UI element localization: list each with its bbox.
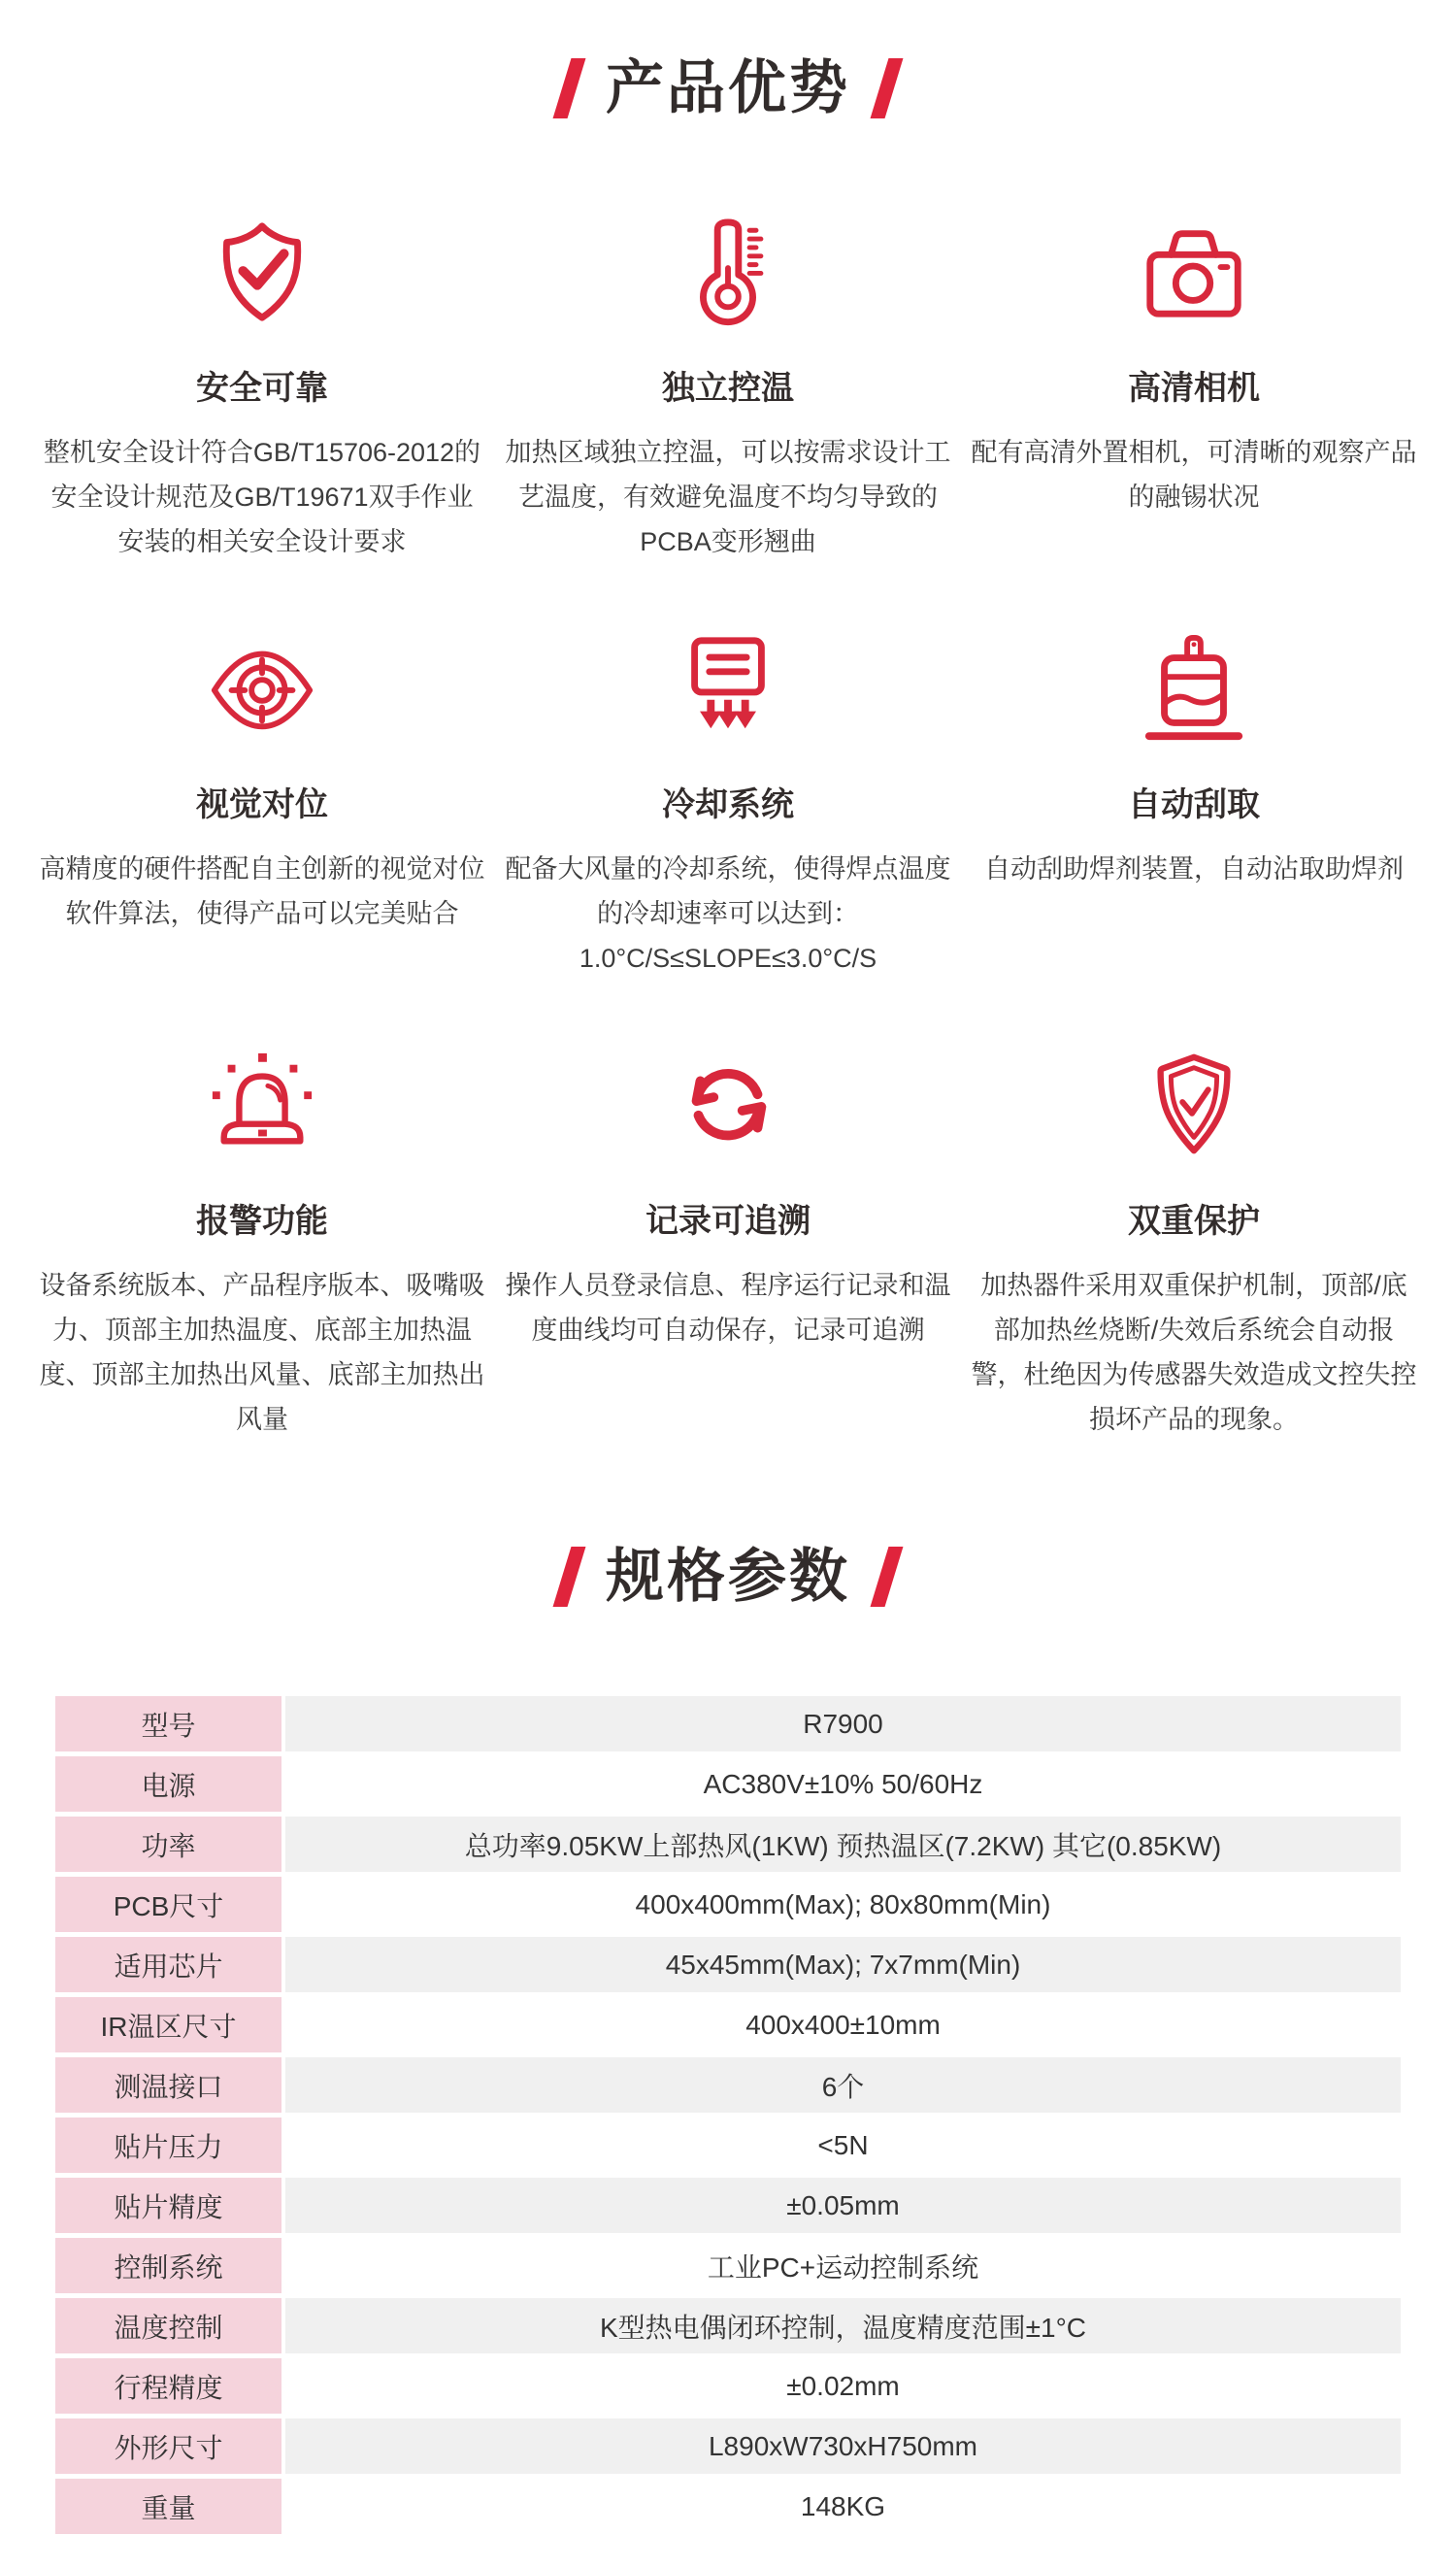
spec-label: 贴片精度: [55, 2178, 281, 2233]
spec-row: [55, 1877, 1401, 1932]
spec-row: [55, 1756, 1401, 1812]
spec-row: [55, 2418, 1401, 2474]
spec-value: R7900: [285, 1696, 1401, 1751]
camera-icon: [961, 208, 1427, 336]
feature-desc: 配有高清外置相机，可清晰的观察产品的融锡状况: [971, 438, 1417, 512]
spec-value: K型热电偶闭环控制，温度精度范围±1°C: [285, 2298, 1401, 2353]
spec-row: [55, 2479, 1401, 2534]
flux-brush-icon: [961, 624, 1427, 752]
feature-desc: 设备系统版本、产品程序版本、吸嘴吸力、顶部主加热温度、底部主加热温度、顶部主加热出风量、底部主加热出风量: [39, 1271, 485, 1434]
spec-value: 工业PC+运动控制系统: [285, 2238, 1401, 2293]
spec-row: [55, 1997, 1401, 2052]
feature-card: [961, 208, 1427, 564]
spec-row: [55, 2298, 1401, 2353]
spec-value: L890xW730xH750mm: [285, 2418, 1401, 2474]
advantages-title-row: [0, 56, 1456, 120]
feature-desc: 加热器件采用双重保护机制，顶部/底部加热丝烧断/失效后系统会自动报警，杜绝因为传感器失效造成文控失控损坏产品的现象。: [971, 1271, 1417, 1434]
spec-row: [55, 1817, 1401, 1872]
feature-title: 报警功能: [196, 1203, 328, 1240]
feature-title: 高清相机: [1128, 370, 1260, 407]
section-specs: [0, 1545, 1456, 2568]
spec-row: [55, 2178, 1401, 2233]
feature-card: [495, 208, 961, 564]
spec-value: ±0.02mm: [285, 2358, 1401, 2414]
cooling-vent-icon: [495, 624, 961, 752]
feature-desc: 加热区域独立控温，可以按需求设计工艺温度，有效避免温度不均匀导致的PCBA变形翘曲: [505, 438, 951, 556]
spec-row: [55, 1937, 1401, 1992]
spec-value: 400x400mm(Max); 80x80mm(Min): [285, 1877, 1401, 1932]
spec-row: [55, 2057, 1401, 2113]
spec-label: 外形尺寸: [55, 2418, 281, 2474]
feature-desc: 高精度的硬件搭配自主创新的视觉对位软件算法，使得产品可以完美贴合: [39, 854, 485, 928]
section-advantages: [0, 56, 1456, 1442]
feature-title: 独立控温: [662, 370, 794, 407]
feature-title: 视觉对位: [196, 786, 328, 823]
feature-desc: 整机安全设计符合GB/T15706-2012的安全设计规范及GB/T19671双手作业安装的相关安全设计要求: [43, 438, 481, 556]
spec-label: 电源: [55, 1756, 281, 1812]
spec-row: [55, 2118, 1401, 2173]
feature-card: [29, 208, 495, 564]
feature-title: 自动刮取: [1128, 786, 1260, 823]
feature-card: [961, 624, 1427, 981]
slash-decoration-icon: [553, 1547, 586, 1607]
spec-label: 功率: [55, 1817, 281, 1872]
features-grid: [0, 208, 1456, 1442]
spec-value: ±0.05mm: [285, 2178, 1401, 2233]
spec-value: AC380V±10% 50/60Hz: [285, 1756, 1401, 1812]
spec-value: 总功率9.05KW上部热风(1KW) 预热温区(7.2KW) 其它(0.85KW): [285, 1817, 1401, 1872]
double-shield-icon: [961, 1041, 1427, 1169]
spec-table: [55, 1696, 1401, 2568]
spec-row: [55, 2238, 1401, 2293]
feature-desc: 配备大风量的冷却系统，使得焊点温度的冷却速率可以达到：1.0°C/S≤SLOPE≤3.0°C/S: [505, 854, 951, 973]
specs-title: 规格参数: [606, 1544, 850, 1609]
spec-row: [55, 2358, 1401, 2414]
spec-label: IR温区尺寸: [55, 1997, 281, 2052]
spec-label: 重量: [55, 2479, 281, 2534]
spec-value: 148KG: [285, 2479, 1401, 2534]
feature-card: [29, 1041, 495, 1442]
slash-decoration-icon: [871, 1547, 904, 1607]
feature-title: 双重保护: [1128, 1203, 1260, 1240]
feature-title: 安全可靠: [196, 370, 328, 407]
feature-card: [29, 624, 495, 981]
feature-card: [495, 624, 961, 981]
spec-label: 贴片压力: [55, 2118, 281, 2173]
spec-value: 45x45mm(Max); 7x7mm(Min): [285, 1937, 1401, 1992]
feature-desc: 自动刮助焊剂装置，自动沾取助焊剂: [984, 854, 1404, 884]
feature-card: [961, 1041, 1427, 1442]
spec-label: 控制系统: [55, 2238, 281, 2293]
feature-card: [495, 1041, 961, 1442]
slash-decoration-icon: [871, 58, 904, 118]
spec-value: 6个: [285, 2057, 1401, 2113]
thermometer-icon: [495, 208, 961, 336]
spec-label: 温度控制: [55, 2298, 281, 2353]
slash-decoration-icon: [553, 58, 586, 118]
spec-value: 400x400±10mm: [285, 1997, 1401, 2052]
spec-label: 型号: [55, 1696, 281, 1751]
alarm-light-icon: [29, 1041, 495, 1169]
spec-value: <5N: [285, 2118, 1401, 2173]
specs-title-row: [0, 1545, 1456, 1609]
spec-label: 适用芯片: [55, 1937, 281, 1992]
spec-label: PCB尺寸: [55, 1877, 281, 1932]
advantages-title: 产品优势: [606, 55, 850, 120]
shield-check-icon: [29, 208, 495, 336]
feature-title: 冷却系统: [662, 786, 794, 823]
sync-arrows-icon: [495, 1041, 961, 1169]
spec-label: 测温接口: [55, 2057, 281, 2113]
vision-eye-icon: [29, 624, 495, 752]
spec-label: 行程精度: [55, 2358, 281, 2414]
feature-desc: 操作人员登录信息、程序运行记录和温度曲线均可自动保存，记录可追溯: [505, 1271, 951, 1345]
feature-title: 记录可追溯: [645, 1203, 811, 1240]
spec-row: [55, 1696, 1401, 1751]
